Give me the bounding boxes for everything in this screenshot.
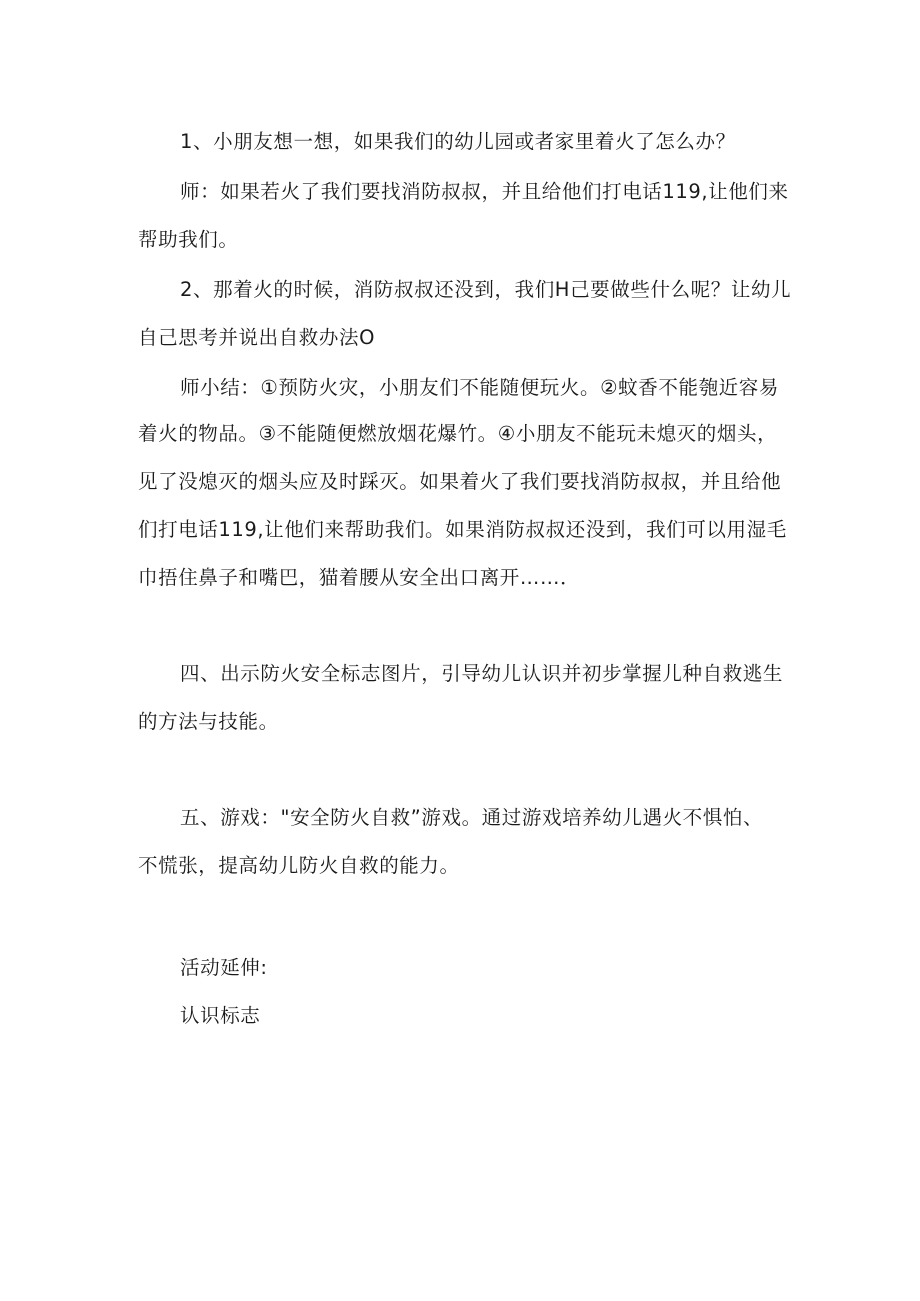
extension-heading: 活动延伸: [180,956,268,979]
summary-line-2: 着火的物品。③不能随便燃放烟花爆竹。④小朋友不能玩未熄灭的烟头， [138,422,778,445]
question-2-line-1: 2、那着火的时候，消防叔叔还没到，我们H己要做些什么呢？让幼儿 [180,278,792,301]
extension-item: 认识标志 [180,1004,261,1027]
teacher-answer-line-2: 帮助我们。 [138,228,239,251]
summary-line-4: 们打电话119,让他们来帮助我们。如果消防叔叔还没到，我们可以用湿毛 [138,518,787,541]
question-2-line-2: 自己思考并说出自救办法O [138,326,376,349]
section-4-line-2: 的方法与技能。 [138,710,279,733]
summary-line-3: 见了没熄灭的烟头应及时踩灭。如果着火了我们要找消防叔叔，并且给他 [138,470,782,493]
teacher-answer-line-1: 师：如果若火了我们要找消防叔叔，并且给他们打电话119,让他们来 [180,180,789,203]
section-5-line-1: 五、游戏："安全防火自救”游戏。通过游戏培养幼儿遇火不惧怕、 [180,806,764,829]
summary-line-5: 巾捂住鼻子和嘴巴，猫着腰从安全出口离开……． [138,566,581,589]
section-4-line-1: 四、出示防火安全标志图片，引导幼儿认识并初步掌握儿种自救逃生 [180,662,784,685]
summary-line-1: 师小结：①预防火灾，小朋友们不能随便玩火。②蚊香不能匏近容易 [180,376,779,399]
question-1-line: 1、小朋友想一想，如果我们的幼儿园或者家里着火了怎么办？ [180,130,736,153]
section-5-line-2: 不慌张，提高幼儿防火自救的能力。 [138,854,460,877]
